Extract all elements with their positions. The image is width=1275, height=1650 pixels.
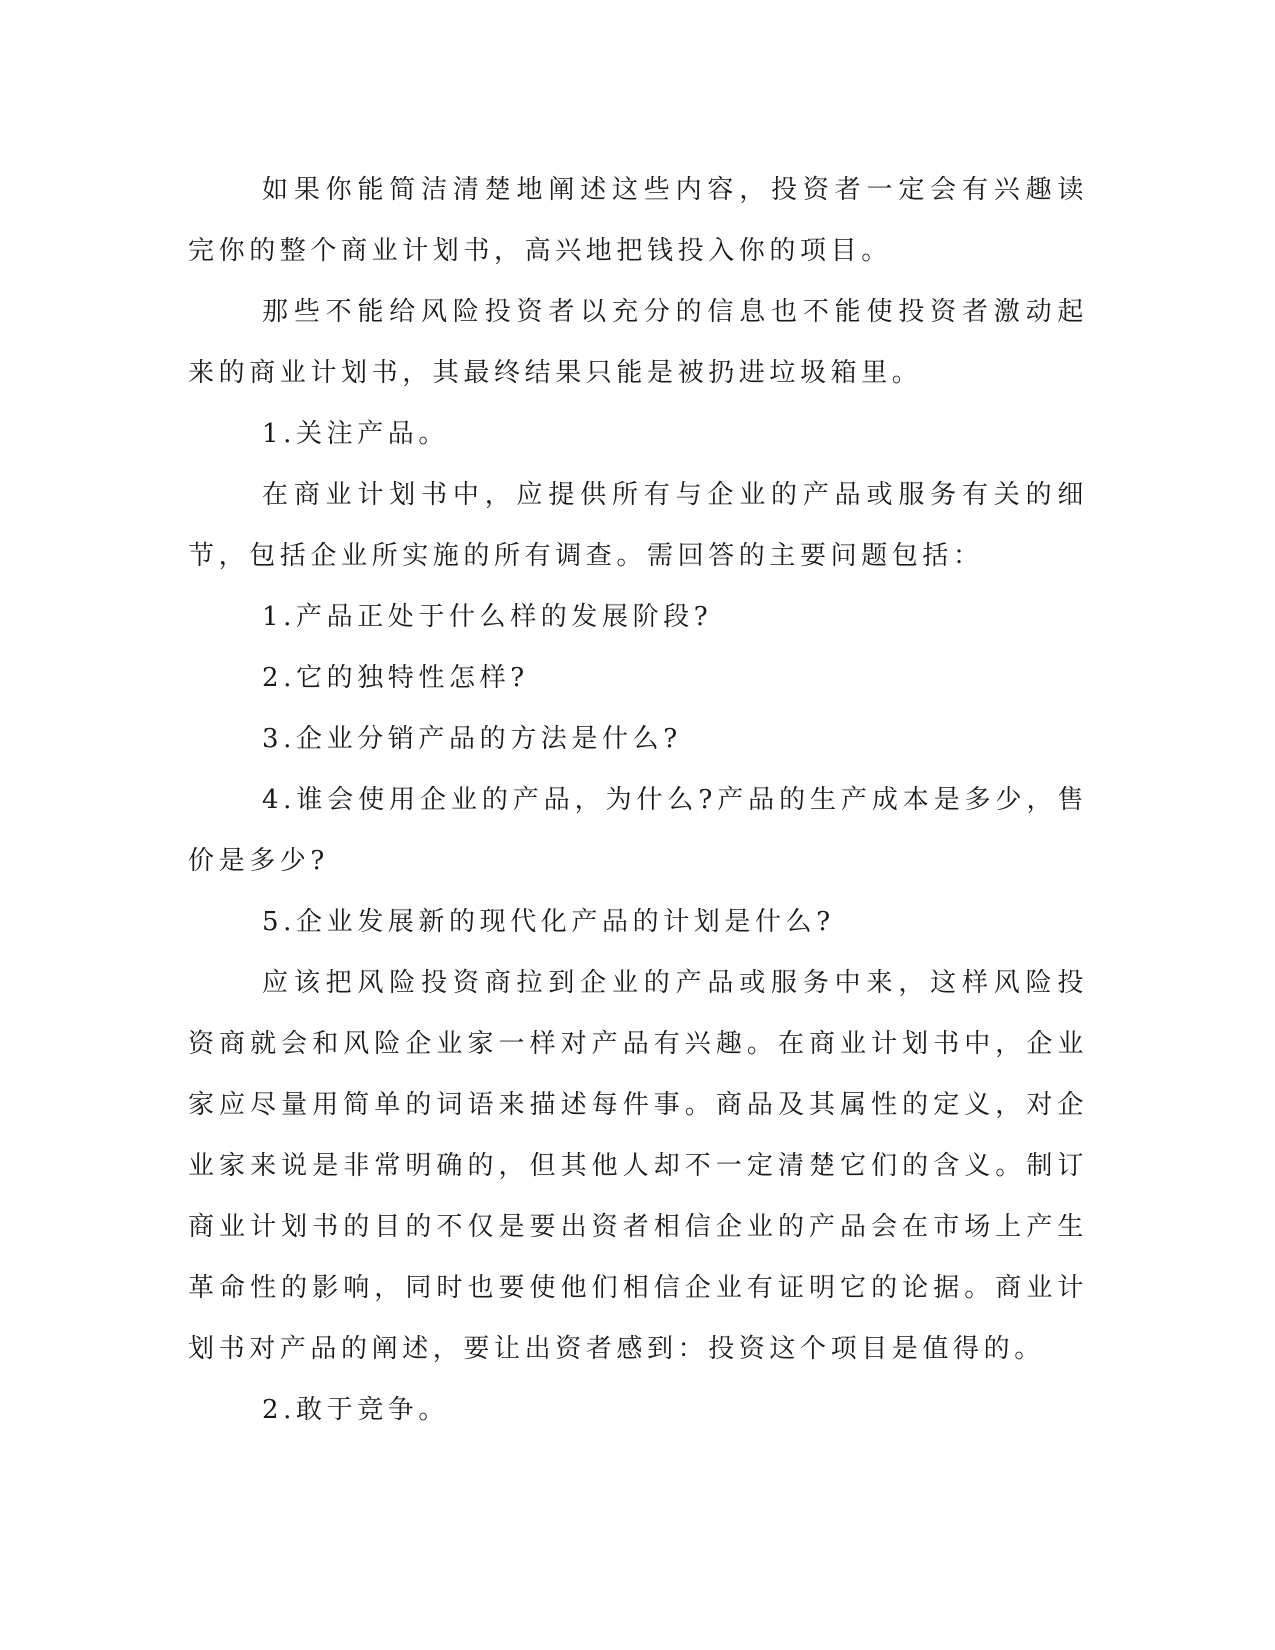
heading-dare-to-compete: 2.敢于竞争。 — [262, 1395, 450, 1425]
document-body — [188, 160, 1088, 1441]
question-item-4: 4.谁会使用企业的产品，为什么?产品的生产成本是多少，售价是多少? — [188, 785, 1088, 876]
paragraph-intro: 如果你能简洁清楚地阐述这些内容，投资者一定会有兴趣读完你的整个商业计划书，高兴地把钱投入你的项目。 — [188, 175, 1088, 266]
paragraph-warning: 那些不能给风险投资者以充分的信息也不能使投资者激动起来的商业计划书，其最终结果只能是被扔进垃圾箱里。 — [188, 297, 1088, 388]
question-item-5: 5.企业发展新的现代化产品的计划是什么? — [262, 907, 835, 937]
question-item-3: 3.企业分销产品的方法是什么? — [262, 724, 682, 754]
question-item-1: 1.产品正处于什么样的发展阶段? — [262, 602, 713, 632]
paragraph-engage-investors: 应该把风险投资商拉到企业的产品或服务中来，这样风险投资商就会和风险企业家一样对产品有兴趣。在商业计划书中，企业家应尽量用简单的词语来描述每件事。商品及其属性的定义，对企业家来说是非常明确的，但其他人却不一定清楚它们的含义。制订商业计划书的目的不仅是要出资者相信企业的产品会在市场上产生革命性的影响，同时也要使他们相信企业有证明它的论据。商业计划书对产品的阐述，要让出资者感到：投资这个项目是值得的。 — [188, 968, 1088, 1364]
paragraph-product-details: 在商业计划书中，应提供所有与企业的产品或服务有关的细节，包括企业所实施的所有调查。需回答的主要问题包括： — [188, 480, 1088, 571]
heading-focus-product: 1.关注产品。 — [262, 419, 450, 449]
question-item-2: 2.它的独特性怎样? — [262, 663, 529, 693]
